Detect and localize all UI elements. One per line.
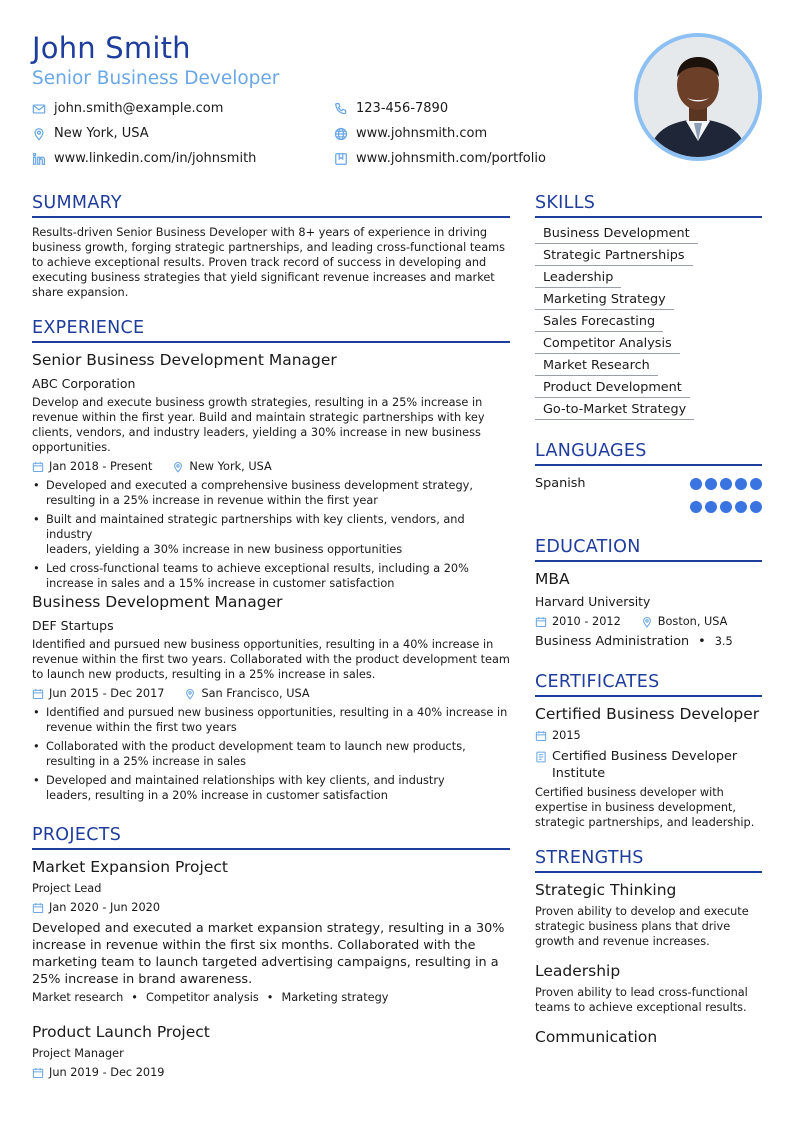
contact-email[interactable] bbox=[32, 101, 223, 116]
description-line: to launch new products, resulting in a 25% increase in sales. bbox=[32, 668, 376, 681]
certificates-heading: CERTIFICATES bbox=[535, 672, 762, 697]
phone-icon bbox=[334, 102, 348, 116]
certificate-issuer-row bbox=[535, 748, 737, 782]
project-title: Product Launch Project bbox=[32, 1023, 210, 1041]
language-row bbox=[535, 476, 762, 491]
experience-heading: EXPERIENCE bbox=[32, 318, 510, 343]
list-item: • Developed and maintained relationships with key clients, and industry leaders, resulting in a 20% increase in customer satisfaction bbox=[32, 773, 512, 803]
project-role: Project Lead bbox=[32, 882, 102, 895]
language-level-dots bbox=[690, 478, 762, 490]
description-line: Identified and pursued new business opportunities, resulting in a 40% increase in bbox=[32, 638, 494, 651]
company-name: DEF Startups bbox=[32, 618, 114, 633]
description-line: opportunities. bbox=[32, 441, 111, 454]
calendar-icon bbox=[32, 461, 44, 473]
contact-location bbox=[32, 126, 149, 141]
skills-heading: SKILLS bbox=[535, 193, 762, 218]
level-dot bbox=[705, 501, 717, 513]
job-meta bbox=[32, 460, 272, 473]
location-pin-icon bbox=[172, 461, 184, 473]
tag: Market research bbox=[32, 991, 124, 1004]
tag: Marketing strategy bbox=[281, 991, 389, 1004]
school-name: Harvard University bbox=[535, 595, 651, 609]
skill-tag: Strategic Partnerships bbox=[535, 248, 693, 266]
job-dates: Jan 2018 - Present bbox=[49, 460, 153, 473]
location-pin-icon bbox=[641, 616, 653, 628]
list-item: • Developed and executed a comprehensive business development strategy, resulting in a 25% increase in revenue within the first year bbox=[32, 478, 512, 508]
summary-line: Results-driven Senior Business Developer with 8+ years of experience in driving bbox=[32, 226, 488, 239]
project-meta bbox=[32, 901, 160, 914]
skill-tag: Market Research bbox=[535, 358, 658, 376]
job-achievements bbox=[32, 705, 512, 807]
job-location: New York, USA bbox=[189, 460, 272, 473]
summary-text bbox=[32, 225, 512, 300]
website-text: www.johnsmith.com bbox=[356, 126, 488, 141]
language-level-dots bbox=[690, 501, 762, 513]
level-dot bbox=[735, 478, 747, 490]
skill-tag: Sales Forecasting bbox=[535, 314, 663, 332]
summary-line: executing business strategies that yield significant revenue increases and market bbox=[32, 271, 495, 284]
languages-heading: LANGUAGES bbox=[535, 441, 762, 466]
strength-title: Leadership bbox=[535, 962, 621, 980]
email-text: john.smith@example.com bbox=[54, 101, 224, 116]
phone-text: 123-456-7890 bbox=[356, 101, 449, 116]
summary-heading: SUMMARY bbox=[32, 193, 510, 218]
description-line: revenue within the first year. Build and maintain strategic partnerships with key bbox=[32, 411, 485, 424]
calendar-icon bbox=[535, 730, 547, 742]
project-role: Project Manager bbox=[32, 1047, 124, 1060]
location-pin-icon bbox=[32, 127, 46, 141]
description-line: Developed and executed a market expansion strategy, resulting in a 30% bbox=[32, 921, 505, 936]
skill-tag: Go-to-Market Strategy bbox=[535, 402, 694, 420]
project-meta bbox=[32, 1066, 164, 1079]
profile-photo bbox=[634, 33, 762, 161]
linkedin-text: www.linkedin.com/in/johnsmith bbox=[54, 151, 257, 166]
job-description bbox=[32, 395, 512, 455]
globe-icon bbox=[334, 127, 348, 141]
project-dates: Jan 2020 - Jun 2020 bbox=[49, 901, 161, 914]
strength-title: Communication bbox=[535, 1028, 658, 1046]
candidate-title: Senior Business Developer bbox=[32, 68, 280, 89]
list-item: • Led cross-functional teams to achieve exceptional results, including a 20% increase in sales and a 15% increase in customer satisfaction bbox=[32, 561, 512, 591]
description-line: 25% increase in brand awareness. bbox=[32, 972, 253, 987]
candidate-name: John Smith bbox=[32, 31, 191, 65]
project-title: Market Expansion Project bbox=[32, 858, 228, 876]
skill-tag: Competitor Analysis bbox=[535, 336, 680, 354]
description-line: Develop and execute business growth strategies, resulting in a 25% increase in bbox=[32, 396, 483, 409]
calendar-icon bbox=[535, 616, 547, 628]
description-line: marketing team to launch targeted advertising campaigns, resulting in a bbox=[32, 955, 499, 970]
level-dot bbox=[720, 501, 732, 513]
job-dates: Jun 2015 - Dec 2017 bbox=[49, 687, 165, 700]
strengths-heading: STRENGTHS bbox=[535, 848, 762, 873]
certificate-year: 2015 bbox=[552, 729, 581, 742]
bookmark-icon bbox=[334, 152, 348, 166]
summary-line: to achieve exceptional results. Proven track record of success in developing and bbox=[32, 256, 487, 269]
tag: Competitor analysis bbox=[145, 991, 259, 1004]
job-title: Senior Business Development Manager bbox=[32, 351, 337, 369]
list-item: • Identified and pursued new business opportunities, resulting in a 40% increase in revenue within the first two years bbox=[32, 705, 512, 735]
job-location: San Francisco, USA bbox=[201, 687, 310, 700]
level-dot bbox=[705, 478, 717, 490]
projects-heading: PROJECTS bbox=[32, 825, 510, 850]
skill-tag: Marketing Strategy bbox=[535, 292, 674, 310]
education-dates: 2010 - 2012 bbox=[552, 615, 621, 628]
degree: MBA bbox=[535, 570, 570, 588]
company-name: ABC Corporation bbox=[32, 376, 136, 391]
skill-tag: Business Development bbox=[535, 226, 698, 244]
project-tags: Market research • Competitor analysis • Marketing strategy bbox=[32, 991, 389, 1004]
linkedin-icon bbox=[32, 152, 46, 166]
certificate-title: Certified Business Developer bbox=[535, 705, 760, 723]
job-title: Business Development Manager bbox=[32, 593, 283, 611]
contact-linkedin[interactable] bbox=[32, 151, 256, 166]
calendar-icon bbox=[32, 688, 44, 700]
description-line: revenue within the first two years. Collaborated with the product development team bbox=[32, 653, 510, 666]
education-heading: EDUCATION bbox=[535, 537, 762, 562]
skill-tag: Leadership bbox=[535, 270, 621, 288]
list-item: • Collaborated with the product development team to launch new products, resulting in a 25% increase in sales bbox=[32, 739, 512, 769]
description-line: clients, vendors, and industry leaders, yielding a 30% increase in new business bbox=[32, 426, 481, 439]
language-row bbox=[535, 501, 762, 513]
strength-description: Proven ability to lead cross-functional teams to achieve exceptional results. bbox=[535, 986, 748, 1014]
calendar-icon bbox=[32, 902, 44, 914]
calendar-icon bbox=[32, 1067, 44, 1079]
contact-portfolio[interactable] bbox=[334, 151, 546, 166]
level-dot bbox=[720, 478, 732, 490]
skill-tag: Product Development bbox=[535, 380, 690, 398]
job-achievements bbox=[32, 478, 512, 595]
strength-description: Proven ability to develop and execute strategic business plans that drive growth and revenue increases. bbox=[535, 905, 749, 948]
education-meta bbox=[535, 615, 727, 628]
education-location: Boston, USA bbox=[657, 615, 728, 628]
summary-line: business growth, forging strategic partnerships, and leading cross-functional teams bbox=[32, 241, 506, 254]
contact-website[interactable] bbox=[334, 126, 487, 141]
institution-icon bbox=[535, 751, 547, 763]
portfolio-text: www.johnsmith.com/portfolio bbox=[356, 151, 546, 166]
summary-line: share expansion. bbox=[32, 286, 129, 299]
level-dot bbox=[750, 478, 762, 490]
certificate-meta bbox=[535, 729, 581, 742]
education-gpa: 3.5 bbox=[714, 635, 733, 648]
project-description bbox=[32, 920, 512, 988]
level-dot bbox=[750, 501, 762, 513]
person-portrait-image bbox=[638, 37, 758, 157]
envelope-icon bbox=[32, 102, 46, 116]
certificate-description: Certified business developer with expertise in business development, strategic partnerships, and leadership. bbox=[535, 786, 755, 829]
language-name: Spanish bbox=[535, 476, 586, 491]
strength-title: Strategic Thinking bbox=[535, 881, 677, 899]
project-dates: Jun 2019 - Dec 2019 bbox=[49, 1066, 165, 1079]
location-pin-icon bbox=[184, 688, 196, 700]
contact-phone[interactable] bbox=[334, 101, 448, 116]
level-dot bbox=[690, 478, 702, 490]
education-field: Business Administration bbox=[535, 634, 690, 649]
level-dot bbox=[690, 501, 702, 513]
certificate-issuer: Certified Business Developer Institute bbox=[552, 749, 738, 781]
job-description bbox=[32, 637, 512, 682]
job-meta bbox=[32, 687, 310, 700]
list-item: • Built and maintained strategic partnerships with key clients, vendors, and industry leaders, yielding a 30% increase in new business opportunities bbox=[32, 512, 512, 557]
level-dot bbox=[735, 501, 747, 513]
location-text: New York, USA bbox=[54, 126, 149, 141]
education-field-row: Business Administration • 3.5 bbox=[535, 634, 733, 649]
description-line: increase in revenue within the first six months. Collaborated with the bbox=[32, 938, 476, 953]
